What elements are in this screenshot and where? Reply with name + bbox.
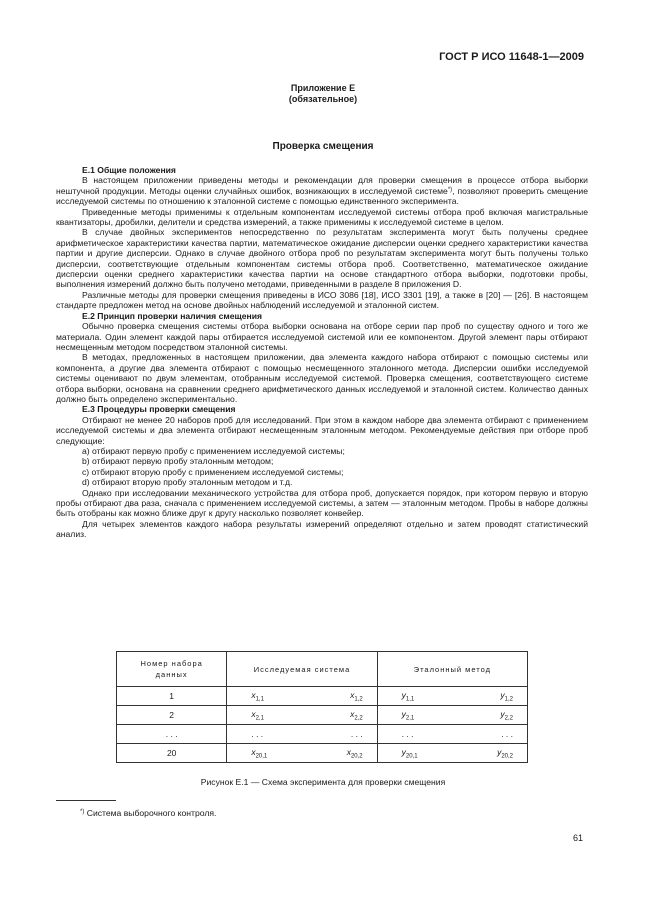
paragraph-text: , позволяют проверить смещение исследуемой системы по отношению к эталонной системе с помощью единственного эксперимента. [56, 185, 589, 207]
table-row [117, 706, 528, 725]
paragraph [56, 175, 588, 206]
list-item: a) отбирают первую пробу с применением исследуемой системы; [82, 445, 345, 456]
reference-values: $y_{1,1}$ $y_{1,2}$ [377, 687, 527, 706]
footnote-divider [56, 800, 116, 801]
paragraph: Обычно проверка смещения системы отбора выборки основана на отборе серии пар проб по существу одного и того же материала. Один элемент каждой пары отбирается исследуемой системой или ее компонентом. Другой элемент пары отбирают несмещенным методом посредством эталонной системы. [56, 321, 588, 352]
list-item: d) отбирают вторую пробу эталонным методом и т.д. [82, 477, 293, 488]
standard-header: ГОСТ Р ИСО 11648-1—2009 [439, 51, 584, 63]
table-row [117, 687, 528, 706]
section-e3-heading: Е.3 Процедуры проверки смещения [82, 404, 236, 415]
col-header-reference: Эталонный метод [377, 652, 527, 687]
paragraph: Различные методы для проверки смещения приведены в ИСО 3086 [18], ИСО 3301 [19], а также в [20] — [26]. В настоящем стандарте предложен метод на основе двойных наблюдений исследуемой и эталонной систем. [56, 289, 588, 311]
page-title: Проверка смещения [272, 141, 374, 152]
paragraph: В случае двойных экспериментов непосредственно по результатам эксперимента могут быть получены среднее арифметическое характеристики качества партии, математическое ожидание дисперсии оценки среднего характеристики качества партии и другие дисперсии. Однако в случае двойного отбора проб по результатам эксперимента могут быть получены только дисперсии, соответствующие отдельным компонентам системы отбора проб. Соответственно, математическое ожидание дисперсии оценки среднего характеристики качества партии на основе стандартного отбора выборки, подготовки пробы, выполнения измерений должно быть получено методами, приведенными в разделе 8 приложения D. [56, 227, 588, 290]
section-e2-heading: Е.2 Принцип проверки наличия смещения [82, 310, 263, 321]
dataset-number: 20 [117, 744, 227, 763]
footnote-ref: *) [447, 186, 453, 193]
header-text: Номер набора [140, 659, 203, 668]
dataset-number: . . . [117, 725, 227, 744]
list-item: b) отбирают первую пробу эталонным методом; [82, 456, 274, 467]
appendix-heading [0, 83, 646, 105]
test-values: . . . . . . [227, 725, 377, 744]
footnote-mark: *) [80, 809, 85, 815]
paragraph: Для четырех элементов каждого набора результаты измерений определяют отдельно и затем проводят статистический анализ. [56, 518, 588, 540]
dataset-number: 2 [117, 706, 227, 725]
paragraph: Отбирают не менее 20 наборов проб для исследований. При этом в каждом наборе два элемента отбирают с применением исследуемой системы и два элемента отбирают несмещенным эталонным методом. Рекомендуемые действия при отборе проб следующие: [56, 414, 588, 446]
reference-values: . . . . . . [377, 725, 527, 744]
test-values: $x_{20,1}$ $x_{20,2}$ [227, 744, 377, 763]
footnote-text: Система выборочного контроля. [84, 808, 217, 818]
col-header-dataset [117, 652, 227, 687]
dataset-number: 1 [117, 687, 227, 706]
header-text: данных [155, 670, 188, 679]
appendix-status: (обязательное) [288, 94, 358, 104]
test-values: $x_{2,1}$ $x_{2,2}$ [227, 706, 377, 725]
appendix-label: Приложение Е [290, 83, 356, 93]
table-row [117, 725, 528, 744]
body-text [56, 165, 588, 540]
test-values: $x_{1,1}$ $x_{1,2}$ [227, 687, 377, 706]
paragraph: Приведенные методы применимы к отдельным компонентам исследуемой системы отбора проб включая магистральные квантизаторы, дробилки, делители и средства измерений, а также применимы к исследуемой системе в целом. [56, 206, 588, 228]
page-number: 61 [572, 833, 583, 843]
experiment-table [116, 651, 528, 763]
table-row [117, 744, 528, 763]
list-item: c) отбирают вторую пробу с применением исследуемой системы; [82, 466, 344, 477]
col-header-test-system: Исследуемая система [227, 652, 377, 687]
figure-caption: Рисунок Е.1 — Схема эксперимента для проверки смещения [200, 777, 446, 787]
reference-values: $y_{2,1}$ $y_{2,2}$ [377, 706, 527, 725]
footnote [80, 808, 216, 818]
table-header-row [117, 652, 528, 687]
paragraph-text: В настоящем приложении приведены методы и рекомендации для проверки смещения в процессе отбора выборки нештучной продукции. Методы оценки случайных ошибок, возникающих в исследуемой системе [56, 175, 588, 196]
paragraph: Однако при исследовании механического устройства для отбора проб, допускается порядок, при котором первую и вторую пробы отбирают два раза, сначала с применением исследуемой системы, а затем — эталонным методом. Пробы в наборе должны быть отобраны как можно ближе друг к другу насколько позволяет конвейер. [56, 487, 588, 519]
reference-values: $y_{20,1}$ $y_{20,2}$ [377, 744, 527, 763]
paragraph: В методах, предложенных в настоящем приложении, два элемента каждого набора отбирают с помощью системы или компонента, а другие два элемента отбирают с помощью несмещенного эталонного метода. Дисперсии ошибки исследуемой системы оценивают по двум элементам, отобранным исследуемой системой. Проверка смещения, соответствующего системе отбора выборки, основана на сравнении среднего арифметического данных исследуемой и эталонной систем. Количество данных должно быть определено экспериментально. [56, 352, 588, 404]
section-e1-heading: Е.1 Общие положения [82, 165, 176, 175]
